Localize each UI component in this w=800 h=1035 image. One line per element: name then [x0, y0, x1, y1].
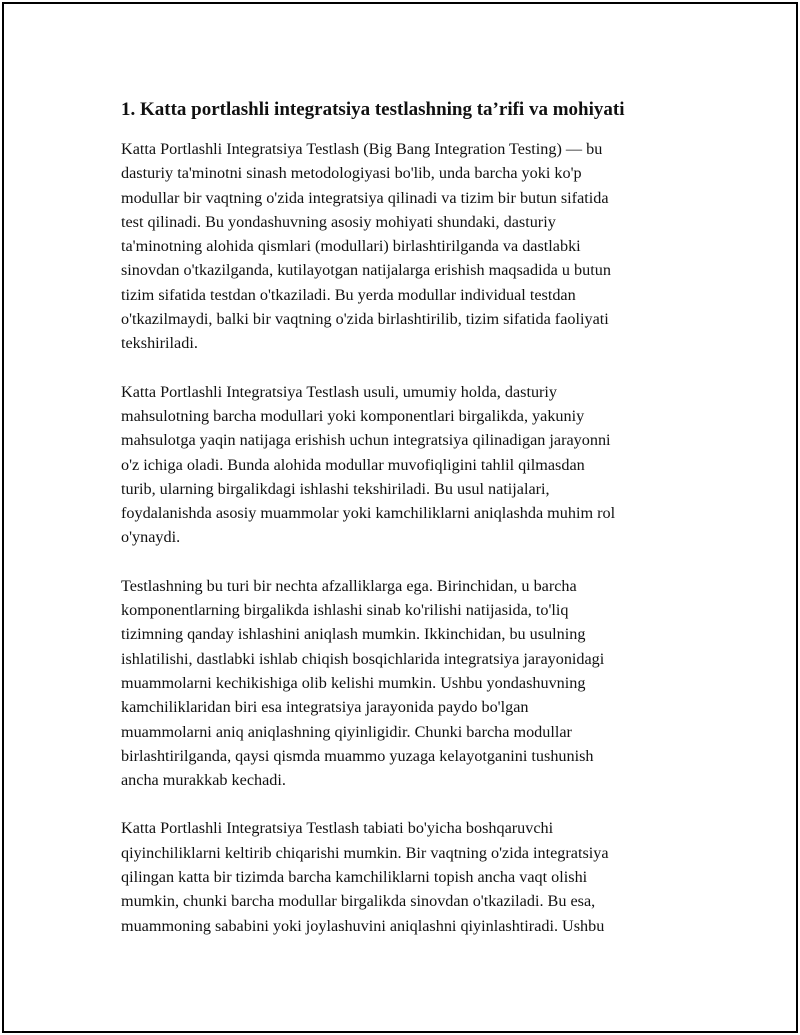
- text-line: Katta Portlashli Integratsiya Testlash (Big Bang Integration Testing) — bu: [121, 140, 603, 158]
- text-line: birlashtirilganda, qaysi qismda muammo yuzaga kelayotganini tushunish: [121, 746, 594, 765]
- text-line: o'ynaydi.: [121, 528, 181, 547]
- text-line: Katta Portlashli Integratsiya Testlash usuli, umumiy holda, dasturiy: [121, 382, 558, 401]
- paragraph-3: [121, 574, 691, 793]
- text-line: tekshiriladi.: [121, 334, 198, 353]
- text-line: o'tkazilmaydi, balki bir vaqtning o'zida birlashtirilib, tizim sifatida faoliyati: [121, 310, 609, 329]
- text-line: muammolarni kechikishiga olib kelishi mumkin. Ushbu yondashuvning: [121, 673, 586, 692]
- text-line: foydalanishda asosiy muammolar yoki kamchiliklarni aniqlashda muhim rol: [121, 504, 616, 523]
- text-line: ishlatilishi, dastlabki ishlab chiqish bosqichlarida integratsiya jarayonidagi: [121, 649, 605, 668]
- text-line: mahsulotning barcha modullari yoki komponentlari birgalikda, yakuniy: [121, 406, 585, 425]
- text-line: test qilinadi. Bu yondashuvning asosiy mohiyati shundaki, dasturiy: [121, 212, 556, 231]
- text-line: sinovdan o'tkazilganda, kutilayotgan natijalarga erishish maqsadida u butun: [121, 261, 611, 280]
- text-line: qiyinchiliklarni keltirib chiqarishi mumkin. Bir vaqtning o'zida integratsiya: [121, 843, 609, 862]
- text-line: Testlashning bu turi bir nechta afzalliklarga ega. Birinchidan, u barcha: [121, 576, 577, 595]
- text-line: ta'minotning alohida qismlari (modullari) birlashtirilganda va dastlabki: [121, 237, 581, 256]
- text-line: muammolarni aniq aniqlashning qiyinligidir. Chunki barcha modullar: [121, 722, 572, 741]
- text-line: komponentlarning birgalikda ishlashi sinab ko'rilishi natijasida, to'liq: [121, 601, 569, 620]
- text-line: dasturiy ta'minotni sinash metodologiyasi bo'lib, unda barcha yoki ko'p: [121, 164, 582, 183]
- text-line: tizimning qanday ishlashini aniqlash mumkin. Ikkinchidan, bu usulning: [121, 625, 586, 644]
- text-line: qilingan katta bir tizimda barcha kamchiliklarni topish ancha vaqt olishi: [121, 868, 588, 887]
- paragraph-4: [121, 816, 691, 937]
- text-line: o'z ichiga oladi. Bunda alohida modullar muvofiqligini tahlil qilmasdan: [121, 455, 585, 474]
- text-line: Katta Portlashli Integratsiya Testlash tabiati bo'yicha boshqaruvchi: [121, 819, 554, 838]
- text-line: tizim sifatida testdan o'tkaziladi. Bu yerda modullar individual testdan: [121, 285, 576, 304]
- text-line: mumkin, chunki barcha modullar birgalikda sinovdan o'tkaziladi. Bu esa,: [121, 892, 596, 911]
- paragraph-1: [121, 137, 691, 356]
- section-heading: 1. Katta portlashli integratsiya testlashning ta’rifi va mohiyati: [121, 99, 625, 120]
- page-frame: [2, 2, 798, 1033]
- paragraph-2: [121, 380, 691, 550]
- document-body: [121, 97, 691, 962]
- text-line: turib, ularning birgalikdagi ishlashi tekshiriladi. Bu usul natijalari,: [121, 479, 550, 498]
- text-line: kamchiliklaridan biri esa integratsiya jarayonida paydo bo'lgan: [121, 698, 529, 717]
- text-line: muammoning sababini yoki joylashuvini aniqlashni qiyinlashtiradi. Ushbu: [121, 916, 605, 935]
- text-line: ancha murakkab kechadi.: [121, 771, 286, 790]
- text-line: modullar bir vaqtning o'zida integratsiya qilinadi va tizim bir butun sifatida: [121, 188, 609, 207]
- text-line: mahsulotga yaqin natijaga erishish uchun integratsiya qilinadigan jarayonni: [121, 431, 611, 450]
